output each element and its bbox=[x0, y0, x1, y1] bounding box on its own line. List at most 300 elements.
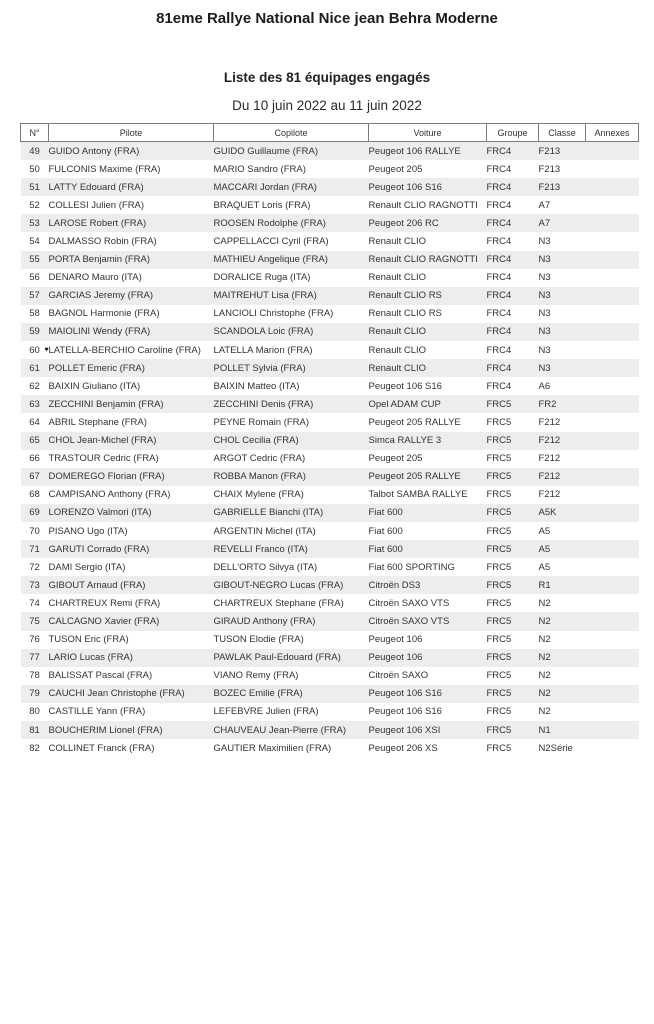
cell-groupe: FRC5 bbox=[486, 525, 512, 537]
cell-groupe: FRC4 bbox=[486, 217, 512, 229]
cell-classe: F212 bbox=[538, 435, 561, 447]
col-header-voiture: Voiture bbox=[369, 124, 487, 142]
table-row bbox=[21, 269, 639, 287]
pilote-name: PORTA Benjamin (FRA) bbox=[48, 254, 151, 266]
cell-entry-number: 70 bbox=[29, 525, 40, 537]
cell-pilote bbox=[49, 612, 214, 630]
cell-annexes bbox=[586, 612, 639, 630]
table-row bbox=[21, 142, 639, 161]
cell-entry-number: 76 bbox=[29, 634, 40, 646]
pilote-name: FULCONIS Maxime (FRA) bbox=[48, 163, 161, 175]
table-row bbox=[21, 522, 639, 540]
cell-copilote: SCANDOLA Loic (FRA) bbox=[213, 326, 314, 338]
table-row bbox=[21, 739, 639, 757]
cell-voiture: Opel ADAM CUP bbox=[368, 398, 441, 410]
cell-pilote bbox=[49, 377, 214, 395]
cell-copilote: MACCARI Jordan (FRA) bbox=[213, 181, 317, 193]
table-row bbox=[21, 685, 639, 703]
cell-classe: F212 bbox=[538, 471, 561, 483]
pilote-name: LATELLA-BERCHIO Caroline (FRA) bbox=[48, 344, 201, 356]
cell-groupe: FRC5 bbox=[486, 742, 512, 754]
cell-entry-number: 75 bbox=[29, 615, 40, 627]
cell-voiture: Renault CLIO RAGNOTTI bbox=[368, 254, 478, 266]
cell-pilote bbox=[49, 504, 214, 522]
cell-annexes bbox=[586, 450, 639, 468]
cell-classe: R1 bbox=[538, 579, 551, 591]
cell-pilote bbox=[49, 576, 214, 594]
cell-annexes bbox=[586, 721, 639, 739]
cell-groupe: FRC4 bbox=[486, 362, 512, 374]
col-header-pilote: Pilote bbox=[49, 124, 214, 142]
cell-groupe: FRC4 bbox=[486, 290, 512, 302]
cell-annexes bbox=[586, 703, 639, 721]
cell-annexes bbox=[586, 685, 639, 703]
cell-annexes bbox=[586, 178, 639, 196]
cell-pilote bbox=[49, 540, 214, 558]
cell-entry-number: 61 bbox=[29, 362, 40, 374]
cell-entry-number: 56 bbox=[29, 272, 40, 284]
cell-classe: N2 bbox=[538, 634, 551, 646]
cell-voiture: Peugeot 106 S16 bbox=[368, 181, 442, 193]
pilote-name: DAMI Sergio (ITA) bbox=[48, 561, 126, 573]
table-row bbox=[21, 305, 639, 323]
cell-entry-number: 52 bbox=[29, 199, 40, 211]
pilote-name: COLLINET Franck (FRA) bbox=[48, 742, 155, 754]
cell-pilote bbox=[49, 395, 214, 413]
cell-copilote: GIBOUT-NEGRO Lucas (FRA) bbox=[213, 579, 344, 591]
pilote-name: COLLESI Julien (FRA) bbox=[48, 199, 145, 211]
cell-annexes bbox=[586, 558, 639, 576]
cell-copilote: CHAUVEAU Jean-Pierre (FRA) bbox=[213, 724, 346, 736]
cell-copilote: DELL'ORTO Silvya (ITA) bbox=[213, 561, 318, 573]
table-row bbox=[21, 232, 639, 250]
cell-pilote bbox=[49, 703, 214, 721]
cell-classe: N3 bbox=[538, 272, 551, 284]
table-row bbox=[21, 160, 639, 178]
cell-copilote: PAWLAK Paul-Edouard (FRA) bbox=[213, 652, 341, 664]
cell-entry-number: 57 bbox=[29, 290, 40, 302]
col-header-annexes: Annexes bbox=[586, 124, 639, 142]
cell-voiture: Fiat 600 bbox=[368, 525, 403, 537]
cell-groupe: FRC5 bbox=[486, 507, 512, 519]
cell-groupe: FRC5 bbox=[486, 652, 512, 664]
pilote-name: CAUCHI Jean Christophe (FRA) bbox=[48, 688, 185, 700]
cell-entry-number: 66 bbox=[29, 453, 40, 465]
cell-entry-number: 78 bbox=[29, 670, 40, 682]
cell-entry-number: 77 bbox=[29, 652, 40, 664]
entries-table bbox=[20, 123, 639, 757]
cell-pilote bbox=[49, 594, 214, 612]
pilote-name: CALCAGNO Xavier (FRA) bbox=[48, 615, 160, 627]
cell-entry-number: 51 bbox=[29, 181, 40, 193]
cell-annexes bbox=[586, 323, 639, 341]
cell-groupe: FRC5 bbox=[486, 398, 512, 410]
pilote-name: BAIXIN Giuliano (ITA) bbox=[48, 380, 141, 392]
cell-annexes bbox=[586, 359, 639, 377]
cell-pilote bbox=[49, 522, 214, 540]
cell-groupe: FRC5 bbox=[486, 561, 512, 573]
cell-voiture: Citroën SAXO bbox=[368, 670, 429, 682]
table-row bbox=[21, 450, 639, 468]
cell-entry-number: 58 bbox=[29, 308, 40, 320]
cell-pilote bbox=[49, 178, 214, 196]
table-row bbox=[21, 649, 639, 667]
cell-copilote: CHOL Cecilia (FRA) bbox=[213, 435, 299, 447]
table-row bbox=[21, 504, 639, 522]
cell-groupe: FRC5 bbox=[486, 597, 512, 609]
cell-groupe: FRC4 bbox=[486, 236, 512, 248]
cell-copilote: ROBBA Manon (FRA) bbox=[213, 471, 306, 483]
pilote-name: ZECCHINI Benjamin (FRA) bbox=[48, 398, 164, 410]
cell-voiture: Fiat 600 bbox=[368, 543, 403, 555]
cell-voiture: Renault CLIO bbox=[368, 236, 427, 248]
cell-classe: A5 bbox=[538, 525, 551, 537]
cell-copilote: BOZEC Emilie (FRA) bbox=[213, 688, 303, 700]
cell-copilote: CHARTREUX Stephane (FRA) bbox=[213, 597, 344, 609]
cell-classe: F212 bbox=[538, 489, 561, 501]
cell-pilote bbox=[49, 287, 214, 305]
cell-annexes bbox=[586, 377, 639, 395]
cell-annexes bbox=[586, 522, 639, 540]
cell-copilote: LEFEBVRE Julien (FRA) bbox=[213, 706, 319, 718]
table-body bbox=[21, 142, 639, 758]
cell-annexes bbox=[586, 395, 639, 413]
pilote-name: DOMEREGO Florian (FRA) bbox=[48, 471, 165, 483]
cell-pilote bbox=[49, 468, 214, 486]
cell-annexes bbox=[586, 232, 639, 250]
cell-classe: F212 bbox=[538, 416, 561, 428]
cell-pilote bbox=[49, 251, 214, 269]
page-title: 81eme Rallye National Nice jean Behra Moderne bbox=[156, 10, 498, 27]
cell-entry-number: 81 bbox=[29, 724, 40, 736]
cell-classe: N3 bbox=[538, 344, 551, 356]
cell-copilote: LATELLA Marion (FRA) bbox=[213, 344, 313, 356]
cell-pilote bbox=[49, 432, 214, 450]
cell-copilote: CAPPELLACCI Cyril (FRA) bbox=[213, 236, 329, 248]
cell-voiture: Citroën SAXO VTS bbox=[368, 597, 450, 609]
cell-groupe: FRC5 bbox=[486, 416, 512, 428]
cell-classe: F213 bbox=[538, 163, 561, 175]
col-header-classe: Classe bbox=[539, 124, 586, 142]
table-row bbox=[21, 178, 639, 196]
cell-classe: N2 bbox=[538, 615, 551, 627]
pilote-name: CHARTREUX Remi (FRA) bbox=[48, 597, 161, 609]
col-header-groupe: Groupe bbox=[487, 124, 539, 142]
cell-copilote: MATHIEU Angelique (FRA) bbox=[213, 254, 328, 266]
table-row bbox=[21, 377, 639, 395]
cell-groupe: FRC5 bbox=[486, 435, 512, 447]
cell-classe: N2 bbox=[538, 688, 551, 700]
cell-groupe: FRC5 bbox=[486, 688, 512, 700]
pilote-name: LARIO Lucas (FRA) bbox=[48, 652, 133, 664]
cell-pilote bbox=[49, 450, 214, 468]
table-row bbox=[21, 323, 639, 341]
table-row bbox=[21, 432, 639, 450]
pilote-name: GIBOUT Arnaud (FRA) bbox=[48, 579, 146, 591]
cell-voiture: Renault CLIO RAGNOTTI bbox=[368, 199, 478, 211]
pilote-name: MAIOLINI Wendy (FRA) bbox=[48, 326, 151, 338]
cell-entry-number: 49 bbox=[29, 145, 40, 157]
cell-entry-number: 79 bbox=[29, 688, 40, 700]
cell-classe: N3 bbox=[538, 290, 551, 302]
cell-classe: N3 bbox=[538, 236, 551, 248]
cell-annexes bbox=[586, 631, 639, 649]
cell-copilote: REVELLI Franco (ITA) bbox=[213, 543, 308, 555]
pilote-name: GUIDO Antony (FRA) bbox=[48, 145, 140, 157]
cell-annexes bbox=[586, 142, 639, 161]
table-row bbox=[21, 558, 639, 576]
table-row bbox=[21, 703, 639, 721]
cell-pilote bbox=[44, 341, 214, 359]
pilote-name: ABRIL Stephane (FRA) bbox=[48, 416, 147, 428]
cell-entry-number: 73 bbox=[29, 579, 40, 591]
cell-classe: F213 bbox=[538, 145, 561, 157]
cell-pilote bbox=[49, 160, 214, 178]
cell-groupe: FRC5 bbox=[486, 489, 512, 501]
cell-classe: A5 bbox=[538, 561, 551, 573]
table-row bbox=[21, 594, 639, 612]
cell-annexes bbox=[586, 432, 639, 450]
cell-voiture: Peugeot 106 S16 bbox=[368, 688, 442, 700]
table-row bbox=[21, 196, 639, 214]
cell-groupe: FRC5 bbox=[486, 724, 512, 736]
cell-annexes bbox=[586, 594, 639, 612]
table-row bbox=[21, 468, 639, 486]
cell-entry-number: 63 bbox=[29, 398, 40, 410]
cell-copilote: PEYNE Romain (FRA) bbox=[213, 416, 310, 428]
pilote-name: POLLET Emeric (FRA) bbox=[48, 362, 145, 374]
list-subtitle: Liste des 81 équipages engagés bbox=[223, 70, 431, 85]
cell-groupe: FRC5 bbox=[486, 543, 512, 555]
cell-annexes bbox=[586, 341, 639, 359]
cell-copilote: GIRAUD Anthony (FRA) bbox=[213, 615, 316, 627]
cell-groupe: FRC5 bbox=[486, 453, 512, 465]
cell-pilote bbox=[49, 232, 214, 250]
table-header-row bbox=[21, 124, 639, 142]
pilote-name: BOUCHERIM Lionel (FRA) bbox=[48, 724, 163, 736]
cell-voiture: Peugeot 106 S16 bbox=[368, 380, 442, 392]
cell-pilote bbox=[49, 739, 214, 757]
cell-copilote: MAITREHUT Lisa (FRA) bbox=[213, 290, 317, 302]
cell-groupe: FRC4 bbox=[486, 199, 512, 211]
cell-classe: F213 bbox=[538, 181, 561, 193]
cell-voiture: Citroën DS3 bbox=[368, 579, 421, 591]
cell-entry-number: 60 bbox=[29, 344, 40, 356]
cell-entry-number: 54 bbox=[29, 236, 40, 248]
table-row bbox=[21, 667, 639, 685]
cell-classe: A5 bbox=[538, 543, 551, 555]
cell-pilote bbox=[49, 196, 214, 214]
cell-pilote bbox=[49, 359, 214, 377]
cell-groupe: FRC4 bbox=[486, 344, 512, 356]
table-row bbox=[21, 395, 639, 413]
cell-copilote: ROOSEN Rodolphe (FRA) bbox=[213, 217, 326, 229]
table-row bbox=[21, 251, 639, 269]
cell-copilote: VIANO Remy (FRA) bbox=[213, 670, 299, 682]
cell-annexes bbox=[586, 468, 639, 486]
cell-groupe: FRC4 bbox=[486, 380, 512, 392]
cell-annexes bbox=[586, 196, 639, 214]
cell-annexes bbox=[586, 739, 639, 757]
table-row bbox=[21, 576, 639, 594]
cell-voiture: Renault CLIO bbox=[368, 344, 427, 356]
cell-groupe: FRC4 bbox=[486, 308, 512, 320]
pilote-name: LORENZO Valmori (ITA) bbox=[48, 507, 152, 519]
cell-annexes bbox=[586, 214, 639, 232]
cell-voiture: Peugeot 205 bbox=[368, 163, 423, 175]
table-row bbox=[21, 612, 639, 630]
pilote-name: DENARO Mauro (ITA) bbox=[48, 272, 142, 284]
cell-copilote: ARGENTIN Michel (ITA) bbox=[213, 525, 316, 537]
cell-groupe: FRC5 bbox=[486, 471, 512, 483]
cell-annexes bbox=[586, 269, 639, 287]
pilote-name: DALMASSO Robin (FRA) bbox=[48, 236, 157, 248]
table-row bbox=[21, 214, 639, 232]
pilote-name: LATTY Edouard (FRA) bbox=[48, 181, 144, 193]
cell-groupe: FRC4 bbox=[486, 272, 512, 284]
cell-copilote: GAUTIER Maximilien (FRA) bbox=[213, 742, 332, 754]
cell-pilote bbox=[49, 305, 214, 323]
cell-classe: N3 bbox=[538, 254, 551, 266]
cell-entry-number: 55 bbox=[29, 254, 40, 266]
cell-entry-number: 53 bbox=[29, 217, 40, 229]
cell-voiture: Renault CLIO RS bbox=[368, 290, 442, 302]
cell-annexes bbox=[586, 667, 639, 685]
cell-voiture: Peugeot 206 RC bbox=[368, 217, 439, 229]
cell-classe: N1 bbox=[538, 724, 551, 736]
cell-entry-number: 72 bbox=[29, 561, 40, 573]
cell-voiture: Peugeot 106 RALLYE bbox=[368, 145, 461, 157]
col-header-number: N° bbox=[21, 124, 49, 142]
cell-classe: N2 bbox=[538, 597, 551, 609]
cell-entry-number: 59 bbox=[29, 326, 40, 338]
cell-pilote bbox=[49, 631, 214, 649]
table-row bbox=[21, 413, 639, 431]
cell-copilote: BAIXIN Matteo (ITA) bbox=[213, 380, 300, 392]
pilote-name: CAMPISANO Anthony (FRA) bbox=[48, 489, 171, 501]
cell-voiture: Peugeot 205 bbox=[368, 453, 423, 465]
cell-voiture: Citroën SAXO VTS bbox=[368, 615, 450, 627]
pilote-name: BALISSAT Pascal (FRA) bbox=[48, 670, 153, 682]
col-header-copilote: Copilote bbox=[214, 124, 369, 142]
cell-entry-number: 74 bbox=[29, 597, 40, 609]
cell-groupe: FRC4 bbox=[486, 181, 512, 193]
cell-annexes bbox=[586, 160, 639, 178]
cell-pilote bbox=[49, 269, 214, 287]
cell-entry-number: 68 bbox=[29, 489, 40, 501]
cell-voiture: Peugeot 206 XS bbox=[368, 742, 438, 754]
cell-copilote: LANCIOLI Christophe (FRA) bbox=[213, 308, 334, 320]
pilote-name: LAROSE Robert (FRA) bbox=[48, 217, 147, 229]
cell-pilote bbox=[49, 413, 214, 431]
table-row bbox=[21, 359, 639, 377]
cell-entry-number: 71 bbox=[29, 543, 40, 555]
pilote-name: TRASTOUR Cedric (FRA) bbox=[48, 453, 159, 465]
cell-entry-number: 65 bbox=[29, 435, 40, 447]
cell-classe: A7 bbox=[538, 199, 551, 211]
cell-pilote bbox=[49, 649, 214, 667]
cell-entry-number: 62 bbox=[29, 380, 40, 392]
cell-classe: N2 bbox=[538, 652, 551, 664]
cell-copilote: BRAQUET Loris (FRA) bbox=[213, 199, 311, 211]
cell-groupe: FRC5 bbox=[486, 634, 512, 646]
cell-copilote: DORALICE Ruga (ITA) bbox=[213, 272, 311, 284]
cell-copilote: TUSON Elodie (FRA) bbox=[213, 634, 304, 646]
heart-marker-icon: ♥ bbox=[44, 346, 49, 354]
table-row bbox=[21, 631, 639, 649]
cell-groupe: FRC5 bbox=[486, 670, 512, 682]
cell-voiture: Peugeot 106 bbox=[368, 634, 423, 646]
cell-copilote: GABRIELLE Bianchi (ITA) bbox=[213, 507, 324, 519]
cell-copilote: GUIDO Guillaume (FRA) bbox=[213, 145, 319, 157]
table-row bbox=[21, 341, 639, 359]
cell-annexes bbox=[586, 540, 639, 558]
cell-voiture: Fiat 600 bbox=[368, 507, 403, 519]
cell-pilote bbox=[49, 685, 214, 703]
cell-classe: N3 bbox=[538, 308, 551, 320]
cell-groupe: FRC4 bbox=[486, 145, 512, 157]
cell-classe: F212 bbox=[538, 453, 561, 465]
pilote-name: CHOL Jean-Michel (FRA) bbox=[48, 435, 157, 447]
cell-entry-number: 64 bbox=[29, 416, 40, 428]
cell-annexes bbox=[586, 251, 639, 269]
cell-groupe: FRC4 bbox=[486, 254, 512, 266]
cell-pilote bbox=[49, 486, 214, 504]
cell-classe: N3 bbox=[538, 326, 551, 338]
cell-pilote bbox=[49, 323, 214, 341]
cell-voiture: Peugeot 205 RALLYE bbox=[368, 416, 461, 428]
table-row bbox=[21, 721, 639, 739]
cell-groupe: FRC4 bbox=[486, 163, 512, 175]
cell-classe: N2Série bbox=[538, 742, 573, 754]
cell-pilote bbox=[49, 721, 214, 739]
cell-voiture: Peugeot 106 XSI bbox=[368, 724, 441, 736]
cell-pilote bbox=[49, 667, 214, 685]
cell-pilote bbox=[49, 214, 214, 232]
cell-entry-number: 80 bbox=[29, 706, 40, 718]
pilote-name: CASTILLE Yann (FRA) bbox=[48, 706, 146, 718]
date-range: Du 10 juin 2022 au 11 juin 2022 bbox=[232, 98, 422, 113]
cell-voiture: Renault CLIO bbox=[368, 362, 427, 374]
cell-voiture: Renault CLIO RS bbox=[368, 308, 442, 320]
cell-classe: N2 bbox=[538, 706, 551, 718]
cell-annexes bbox=[586, 576, 639, 594]
pilote-name: TUSON Eric (FRA) bbox=[48, 634, 129, 646]
cell-voiture: Renault CLIO bbox=[368, 272, 427, 284]
cell-groupe: FRC5 bbox=[486, 579, 512, 591]
cell-groupe: FRC5 bbox=[486, 615, 512, 627]
pilote-name: GARCIAS Jeremy (FRA) bbox=[48, 290, 154, 302]
table-row bbox=[21, 540, 639, 558]
cell-groupe: FRC4 bbox=[486, 326, 512, 338]
cell-voiture: Simca RALLYE 3 bbox=[368, 435, 442, 447]
cell-voiture: Fiat 600 SPORTING bbox=[368, 561, 455, 573]
table-row bbox=[21, 486, 639, 504]
cell-pilote bbox=[49, 558, 214, 576]
cell-voiture: Talbot SAMBA RALLYE bbox=[368, 489, 468, 501]
cell-classe: FR2 bbox=[538, 398, 557, 410]
cell-classe: N2 bbox=[538, 670, 551, 682]
cell-copilote: CHAIX Mylene (FRA) bbox=[213, 489, 304, 501]
pilote-name: GARUTI Corrado (FRA) bbox=[48, 543, 150, 555]
pilote-name: PISANO Ugo (ITA) bbox=[48, 525, 128, 537]
cell-classe: A5K bbox=[538, 507, 557, 519]
pilote-name: BAGNOL Harmonie (FRA) bbox=[48, 308, 160, 320]
cell-copilote: ARGOT Cedric (FRA) bbox=[213, 453, 306, 465]
table-row bbox=[21, 287, 639, 305]
cell-annexes bbox=[586, 486, 639, 504]
cell-annexes bbox=[586, 649, 639, 667]
